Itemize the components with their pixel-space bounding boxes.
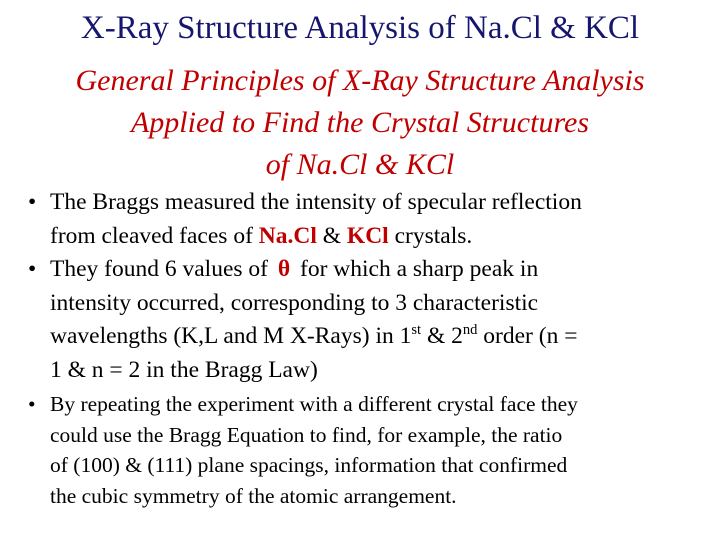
bullet-1-line-1: The Braggs measured the intensity of specular reflection	[50, 189, 582, 215]
text-segment: wavelengths (K,L and M X-Rays) in 1	[50, 323, 412, 349]
bullet-text	[50, 253, 700, 387]
superscript-nd: nd	[462, 322, 478, 339]
text-segment: & 2	[421, 323, 463, 349]
text-segment: for which a sharp peak in	[294, 256, 539, 282]
text-segment: They found 6 values of	[50, 256, 274, 282]
subtitle-line-1: General Principles of X-Ray Structure Analysis	[75, 64, 645, 97]
bullet-dot-icon: •	[28, 256, 37, 282]
bullet-3-line-3: of (100) & (111) plane spacings, information that confirmed	[50, 453, 568, 477]
text-segment: crystals.	[388, 222, 473, 249]
bullet-dot-icon: •	[28, 189, 37, 215]
subtitle-line-3: of Na.Cl & KCl	[265, 148, 455, 181]
bullet-2-line-1	[50, 253, 700, 287]
text-segment: &	[316, 222, 347, 249]
nacl-highlight: Na.Cl	[258, 222, 317, 249]
bullet-text	[50, 389, 700, 511]
bullet-2-line-4: 1 & n = 2 in the Bragg Law)	[50, 356, 318, 383]
bullet-3-line-1: By repeating the experiment with a different crystal face they	[50, 392, 578, 416]
bullet-3-line-2: could use the Bragg Equation to find, for example, the ratio	[50, 422, 563, 447]
bullet-text	[50, 186, 700, 253]
text-segment: order (n =	[477, 323, 578, 349]
subtitle-line-2: Applied to Find the Crystal Structures	[130, 106, 589, 139]
theta-symbol: θ	[277, 256, 291, 282]
slide-title: X-Ray Structure Analysis of Na.Cl & KCl	[80, 10, 640, 46]
superscript-st: st	[411, 322, 422, 339]
bullet-1-line-2	[50, 220, 700, 254]
bullet-dot-icon: •	[28, 392, 36, 416]
bullet-2-line-3	[50, 320, 700, 354]
slide-subtitle	[0, 60, 720, 186]
text-segment: from cleaved faces of	[50, 222, 259, 249]
kcl-highlight: KCl	[346, 222, 389, 249]
bullet-2-line-2: intensity occurred, corresponding to 3 characteristic	[50, 289, 539, 316]
bullet-3-line-4: the cubic symmetry of the atomic arrangement.	[50, 483, 457, 508]
